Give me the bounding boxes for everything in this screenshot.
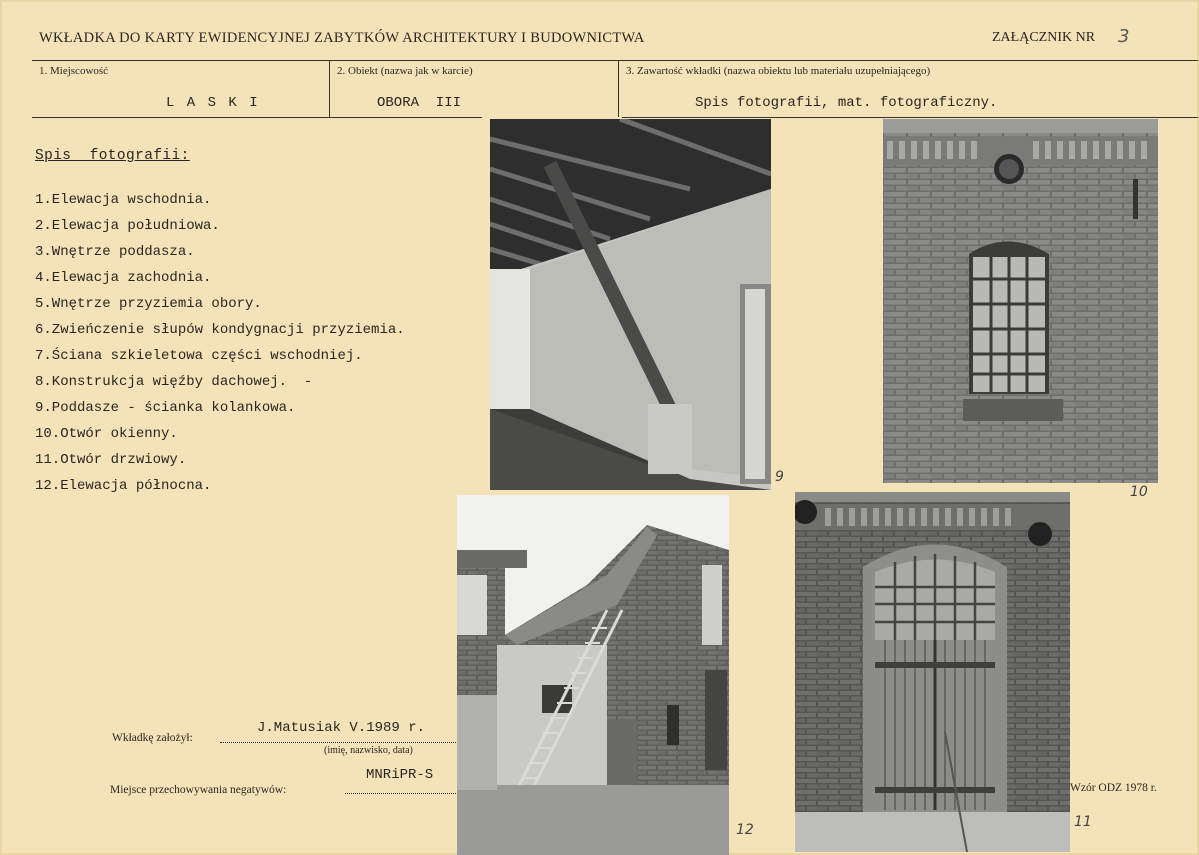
photo-12-number: 12 (736, 822, 754, 838)
field-divider-2 (618, 60, 619, 117)
attachment-label: ZAŁĄCZNIK NR (992, 30, 1096, 45)
author-label: Wkładkę założył: (112, 732, 193, 744)
photo-list-item: 9.Poddasze - ścianka kolankowa. (35, 400, 296, 416)
storage-label: Miejsce przechowywania negatywów: (110, 784, 287, 796)
field-2-value: OBORA III (377, 95, 462, 111)
author-dotline (220, 742, 456, 743)
photo-list-item: 1.Elewacja wschodnia. (35, 192, 212, 208)
field-2-label: 2. Obiekt (nazwa jak w karcie) (337, 65, 473, 77)
author-hint: (imię, nazwisko, data) (324, 745, 413, 756)
photo-list-item: 7.Ściana szkieletowa części wschodniej. (35, 348, 363, 364)
field-3-label: 3. Zawartość wkładki (nazwa obiektu lub materiału uzupełniającego) (626, 65, 931, 77)
field-rule-left (32, 117, 482, 118)
photo-12-north-elevation (457, 495, 729, 855)
field-1-label: 1. Miejscowość (39, 65, 109, 77)
header-rule (32, 60, 1198, 61)
field-divider-1 (329, 60, 330, 117)
photo-list-item: 3.Wnętrze poddasza. (35, 244, 195, 260)
form-id: Wzór ODZ 1978 r. (1070, 782, 1157, 794)
field-rule-right (622, 117, 1198, 118)
photo-list-item: 5.Wnętrze przyziemia obory. (35, 296, 262, 312)
photo-9-number: 9 (775, 469, 784, 485)
photo-10-number: 10 (1130, 484, 1148, 500)
photo-list-item: 8.Konstrukcja więźby dachowej. - (35, 374, 313, 390)
photo-list-item: 6.Zwieńczenie słupów kondygnacji przyziemia. (35, 322, 405, 338)
photo-list-item: 11.Otwór drzwiowy. (35, 452, 187, 468)
photo-list-item: 10.Otwór okienny. (35, 426, 178, 442)
photo-11-door (795, 492, 1070, 852)
card-title: WKŁADKA DO KARTY EWIDENCYJNEJ ZABYTKÓW ARCHITEKTURY I BUDOWNICTWA (39, 30, 645, 46)
field-1-value: L A S K I (166, 95, 260, 111)
photo-list-item: 2.Elewacja południowa. (35, 218, 220, 234)
photo-list-item: 4.Elewacja zachodnia. (35, 270, 212, 286)
photo-list-item: 12.Elewacja północna. (35, 478, 212, 494)
photo-list (35, 187, 405, 499)
storage-value: MNRiPR-S (366, 767, 434, 783)
photo-9-interior (490, 119, 771, 490)
field-3-value: Spis fotografii, mat. fotograficzny. (695, 95, 998, 111)
author-value: J.Matusiak V.1989 r. (257, 720, 426, 736)
photo-list-title: Spis fotografii: (35, 148, 190, 164)
photo-10-window (883, 119, 1158, 483)
photo-11-number: 11 (1074, 814, 1092, 830)
attachment-number: 3 (1118, 26, 1130, 47)
storage-dotline (345, 793, 456, 794)
